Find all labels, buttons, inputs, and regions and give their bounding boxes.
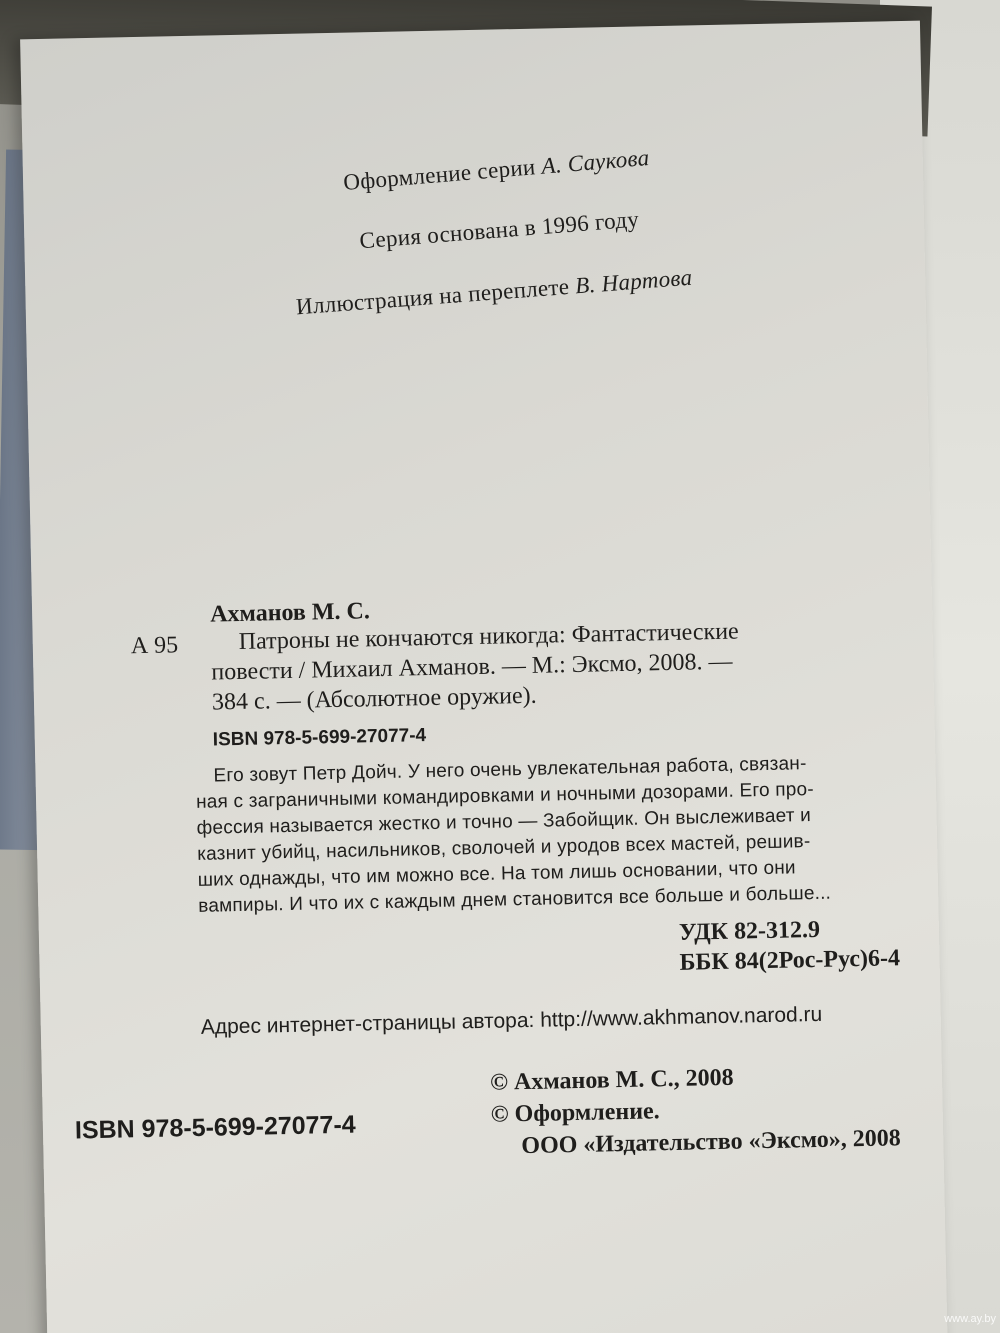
- book-page: [20, 21, 949, 1333]
- annotation-line: вампиры. И что их с каждым днем становится все больше и больше...: [198, 882, 832, 917]
- site-watermark: www.ay.by: [944, 1313, 996, 1325]
- catalog-pages-line: 384 с. — (Абсолютное оружие).: [211, 682, 537, 716]
- series-designer-name: А. Саукова: [540, 144, 651, 179]
- annotation-line: Его зовут Петр Дойч. У него очень увлекательная работа, связан-: [213, 753, 807, 787]
- series-design-label: Оформление серии: [342, 154, 537, 196]
- catalog-isbn: ISBN 978-5-699-27077-4: [212, 725, 427, 751]
- bbk-code: ББК 84(2Рос-Рус)6-4: [679, 945, 901, 976]
- annotation-line: казнит убийц, насильников, сволочей и уродов всех мастей, решив-: [196, 831, 811, 865]
- illustration-label: Иллюстрация на переплете: [295, 273, 571, 320]
- catalog-code: А 95: [130, 632, 179, 660]
- footer-isbn: ISBN 978-5-699-27077-4: [74, 1110, 356, 1145]
- catalog-title-line: Патроны не кончаются никогда: Фантастические: [238, 618, 739, 655]
- annotation-line: ших однажды, что им можно все. На том лишь основании, что они: [197, 857, 796, 891]
- udk-code: УДК 82-312.9: [678, 916, 821, 946]
- copyright-publisher: ООО «Издательство «Эксмо», 2008: [521, 1125, 902, 1160]
- catalog-imprint-line: повести / Михаил Ахманов. — М.: Эксмо, 2008. —: [211, 648, 733, 686]
- annotation-line: фессия называется жестко и точно — Забойщик. Он выслеживает и: [196, 805, 812, 839]
- series-design-credit: [342, 145, 650, 196]
- illustration-credit: [295, 265, 693, 321]
- catalog-author: Ахманов М. С.: [209, 598, 371, 628]
- author-website: Адрес интернет-страницы автора: http://www.akhmanov.narod.ru: [200, 1002, 823, 1039]
- copyright-design: © Оформление.: [490, 1098, 660, 1128]
- annotation-line: ная с заграничными командировками и ночными дозорами. Его про-: [195, 778, 815, 813]
- copyright-author: © Ахманов М. С., 2008: [489, 1064, 734, 1096]
- series-founded: Серия основана в 1996 году: [358, 206, 640, 254]
- illustrator-name: В. Нартова: [574, 264, 694, 299]
